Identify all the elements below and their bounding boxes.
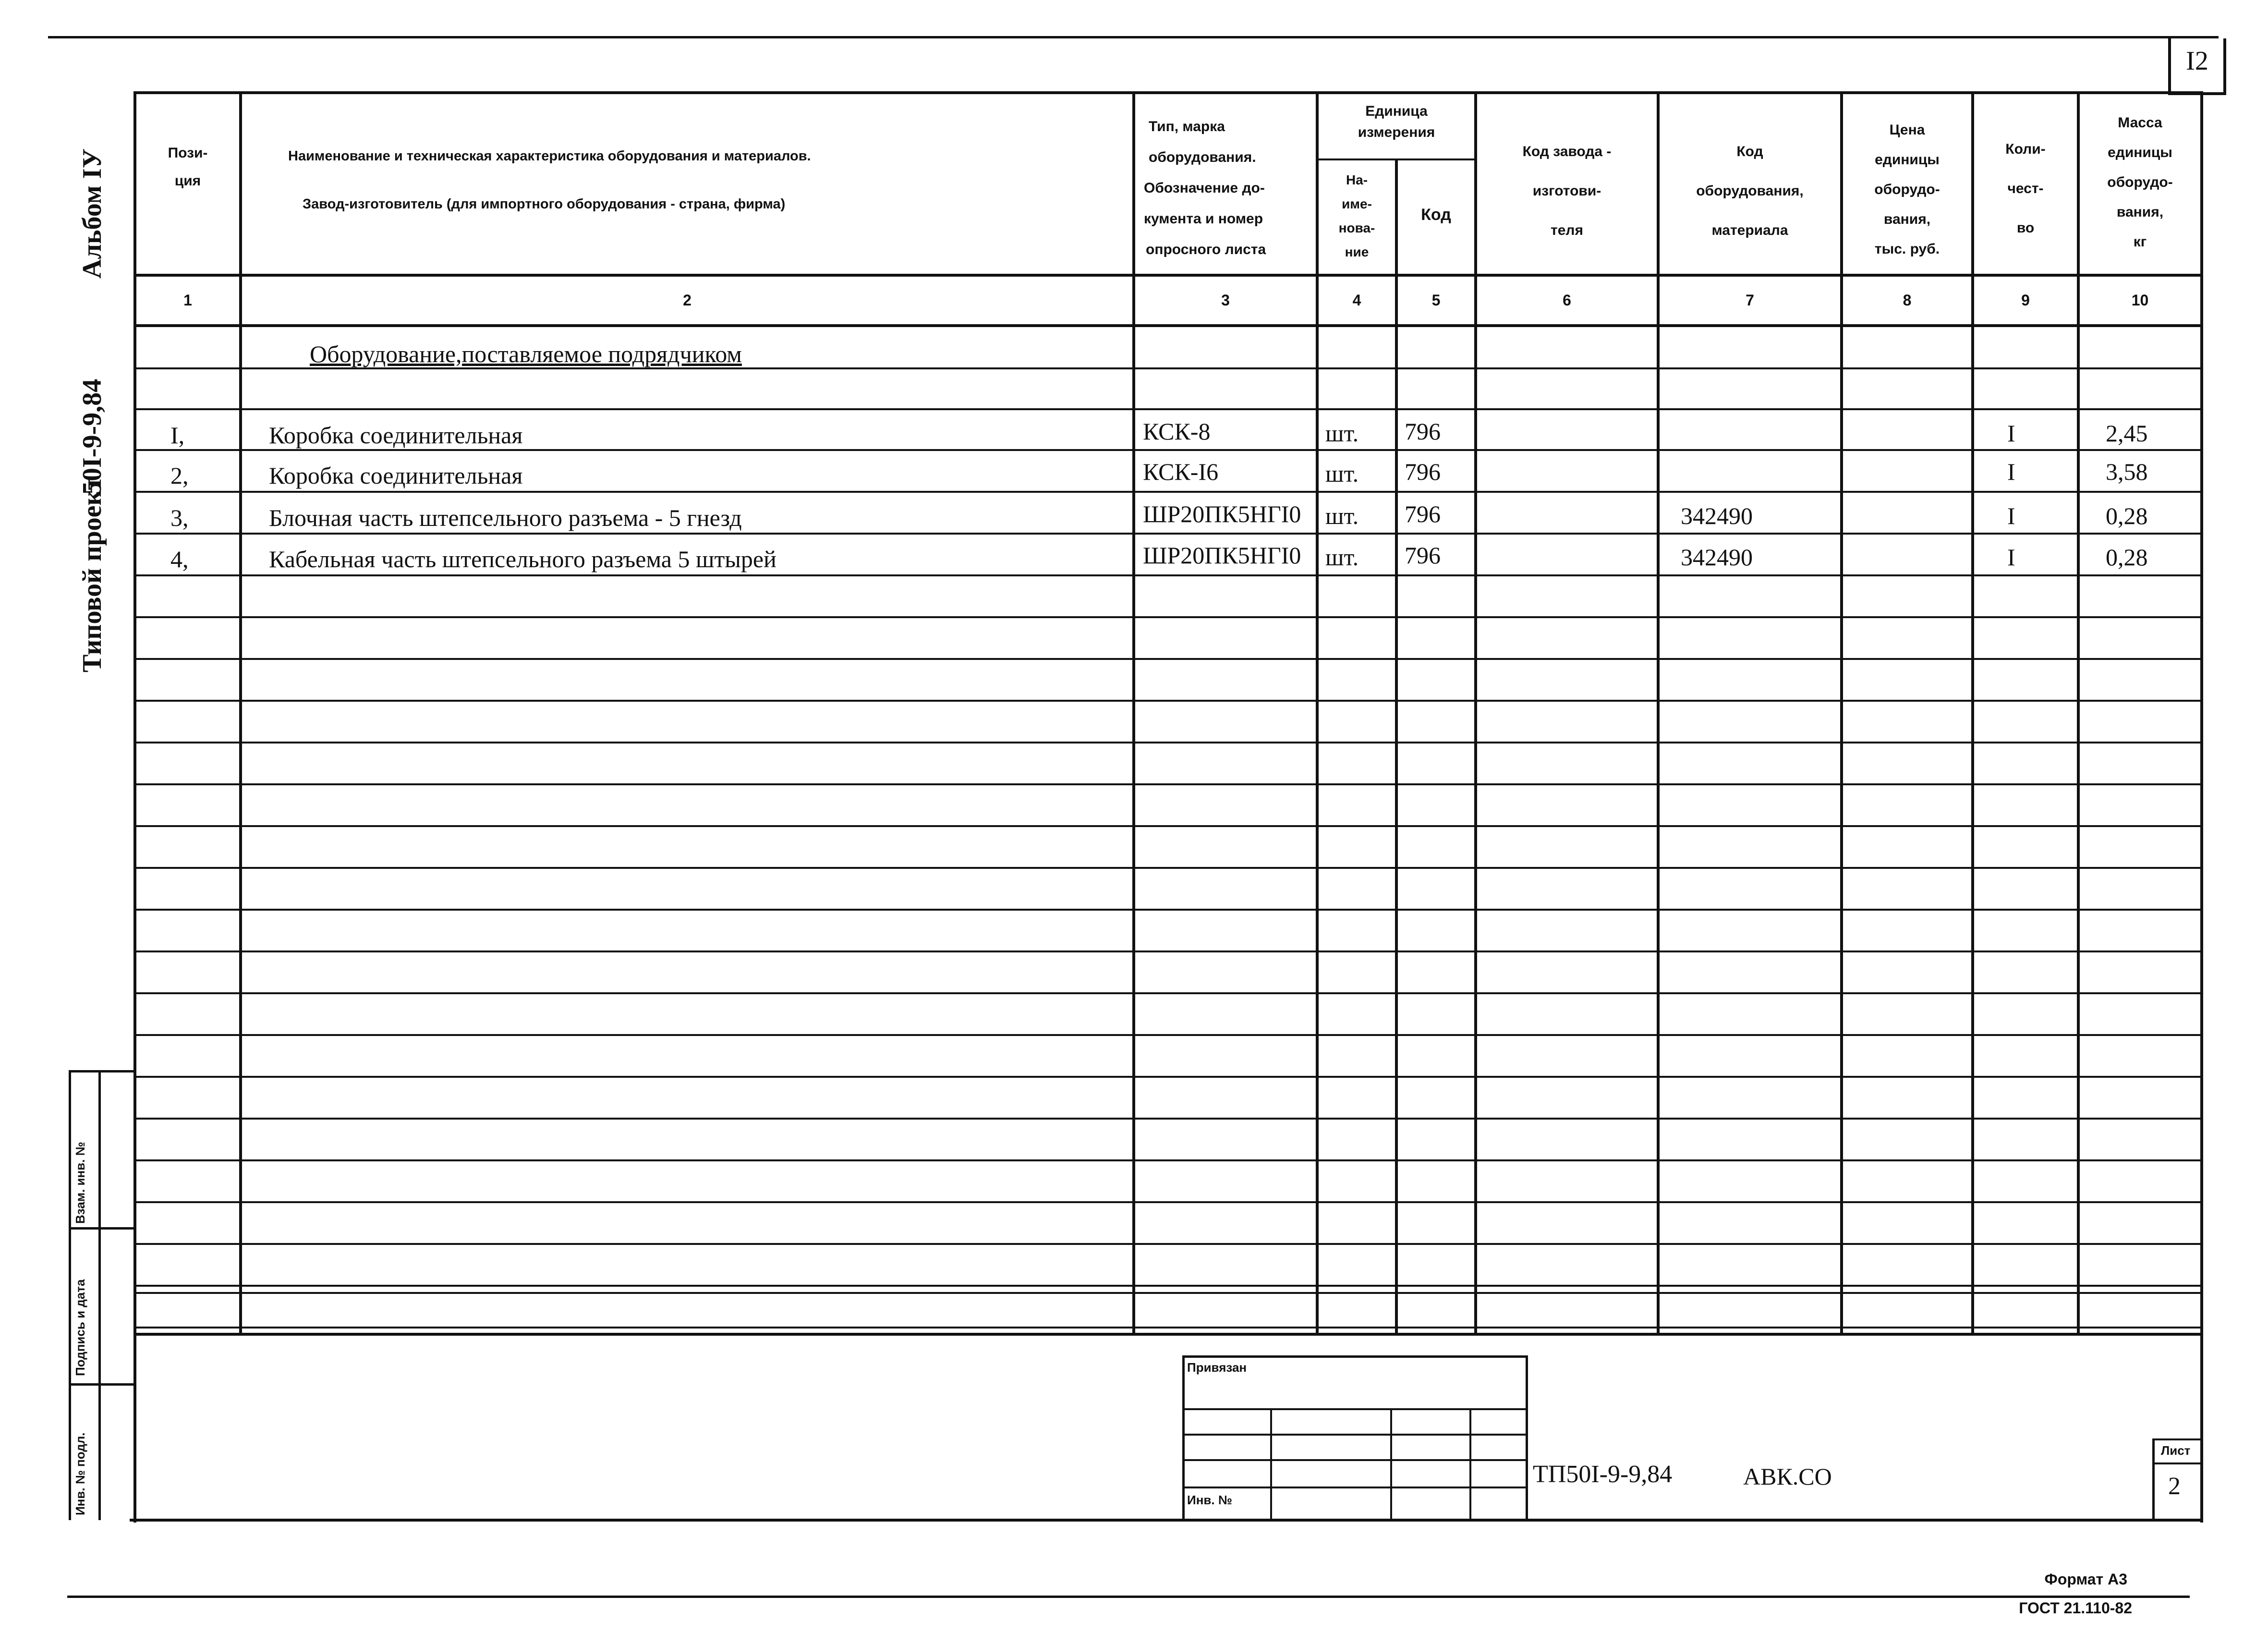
header-col3-line5: опросного листа — [1146, 242, 1266, 257]
header-col10-line1: Масса — [2118, 115, 2162, 131]
side-title-code: 50I-9-9,84 — [77, 378, 107, 495]
header-col7-line3: материала — [1711, 222, 1788, 238]
header-col1 — [136, 139, 239, 195]
header-col3-line4: кумента и номер — [1144, 211, 1263, 227]
format-line2: ГОСТ 21.110-82 — [2019, 1599, 2132, 1617]
bottom-border-line — [67, 1596, 2190, 1598]
row4-name: Кабельная часть штепсельного разъема 5 штырей — [269, 546, 776, 573]
section-title: Оборудование,поставляемое подрядчиком — [310, 341, 742, 367]
table-row-line — [133, 1327, 2203, 1328]
colnum-bottom-line — [133, 324, 2203, 327]
table-row-line — [133, 867, 2203, 869]
header-col2-line2: Завод-изготовитель (для импортного оборудования - страна, фирма) — [303, 196, 786, 212]
stamp-doc-code: ТП50I-9-9,84 — [1533, 1461, 1673, 1488]
row1-unit: шт. — [1325, 420, 1359, 447]
header-col9-line2: чест- — [2007, 181, 2044, 196]
header-col7 — [1660, 132, 1840, 250]
table-row-line — [133, 1118, 2203, 1120]
row1-qty: I — [2007, 420, 2015, 447]
stamp-col-2 — [1390, 1408, 1392, 1520]
row4-qty: I — [2007, 544, 2015, 571]
header-unit-line1: Единица — [1365, 103, 1428, 119]
side-stamp-sign: Подпись и дата — [73, 1279, 87, 1376]
table-frame-bottom — [130, 1519, 2203, 1522]
unit-group-divider — [1316, 158, 1477, 160]
corner-box-right — [2223, 38, 2226, 94]
header-col10-line5: кг — [2133, 234, 2147, 250]
header-col7-line1: Код — [1736, 144, 1763, 159]
row2-pos: 2, — [170, 462, 189, 489]
colnum-5: 5 — [1431, 292, 1441, 309]
side-stamp-inv: Инв. № подл. — [73, 1432, 87, 1515]
header-col6 — [1477, 132, 1657, 250]
header-col3 — [1135, 111, 1316, 265]
side-stamp-top — [69, 1070, 133, 1072]
row2-name: Коробка соединительная — [269, 462, 523, 489]
sheet-label: Лист — [2161, 1443, 2191, 1458]
colnum-7: 7 — [1746, 292, 1754, 309]
side-stamp-mid — [98, 1071, 101, 1520]
colnum-8: 8 — [1903, 292, 1912, 309]
table-row-line — [133, 1034, 2203, 1036]
stamp-inv-no: Инв. № — [1187, 1493, 1232, 1507]
header-col4 — [1319, 168, 1395, 264]
row1-mass: 2,45 — [2106, 420, 2148, 447]
side-title-project: Типовой проект — [77, 476, 107, 672]
row3-equip-code: 342490 — [1681, 502, 1753, 529]
table-row-line — [133, 950, 2203, 952]
row2-code: 796 — [1405, 458, 1441, 485]
header-col1-line1: Пози- — [168, 145, 208, 161]
row4-type: ШР20ПК5НГI0 — [1143, 542, 1301, 569]
row4-equip-code: 342490 — [1681, 544, 1753, 571]
side-stamp-left — [69, 1071, 71, 1520]
sheet-number: 2 — [2168, 1473, 2181, 1500]
header-col3-line2: оборудования. — [1149, 149, 1256, 165]
row3-pos: 3, — [170, 504, 189, 531]
table-right-border — [2200, 91, 2203, 1523]
header-col2 — [250, 132, 1124, 228]
header-col10-line3: оборудо- — [2107, 174, 2173, 190]
row3-type: ШР20ПК5НГI0 — [1143, 500, 1301, 527]
row4-pos: 4, — [170, 546, 189, 573]
header-col4-line4: ние — [1345, 244, 1369, 259]
header-col7-line2: оборудования, — [1696, 183, 1804, 199]
stamp-row-4 — [1182, 1487, 1528, 1488]
table-row-line — [133, 1292, 2203, 1294]
stamp-row-3 — [1182, 1459, 1528, 1461]
side-title-album: Альбом IУ — [77, 148, 107, 279]
header-col9-line1: Коли- — [2005, 141, 2046, 157]
sheet-box-left — [2152, 1438, 2155, 1520]
stamp-privyazan: Привязан — [1187, 1360, 1247, 1375]
header-col9-line3: во — [2016, 220, 2035, 236]
row3-unit: шт. — [1325, 502, 1359, 529]
header-col6-line2: изготови- — [1532, 183, 1601, 199]
table-body-bottom — [133, 1333, 2203, 1336]
header-col4-line1: На- — [1346, 172, 1368, 187]
row4-unit: шт. — [1325, 544, 1359, 571]
stamp-box-right — [1526, 1355, 1528, 1521]
header-col2-line1: Наименование и техническая характеристика оборудования и материалов. — [288, 148, 811, 164]
header-col10 — [2080, 108, 2200, 257]
row1-name: Коробка соединительная — [269, 422, 523, 449]
header-col8-line1: Цена — [1889, 122, 1925, 138]
header-col5: Код — [1421, 206, 1451, 224]
colnum-6: 6 — [1563, 292, 1571, 309]
table-row-line — [133, 616, 2203, 618]
table-row-line — [133, 658, 2203, 660]
header-col1-line2: ция — [174, 173, 201, 189]
header-col8-line2: единицы — [1875, 152, 1940, 168]
table-row-line — [133, 825, 2203, 827]
header-col8-line3: оборудо- — [1874, 182, 1940, 197]
colnum-2: 2 — [683, 292, 691, 309]
table-row-line — [133, 1201, 2203, 1203]
table-row-line — [133, 1285, 2203, 1287]
side-stamp-div1 — [69, 1227, 133, 1230]
row3-name: Блочная часть штепсельного разъема - 5 гнезд — [269, 504, 742, 531]
header-col8 — [1843, 115, 1971, 264]
colnum-10: 10 — [2131, 292, 2149, 309]
header-col3-line3: Обозначение до- — [1144, 180, 1265, 196]
stamp-row-2 — [1182, 1434, 1528, 1436]
side-stamp-vzam: Взам. инв. № — [73, 1142, 87, 1224]
header-col6-line3: теля — [1551, 222, 1583, 238]
header-col10-line2: единицы — [2108, 145, 2172, 160]
row3-qty: I — [2007, 502, 2015, 529]
row2-type: КСК-I6 — [1143, 458, 1219, 485]
header-col4-line2: име- — [1342, 196, 1372, 211]
side-stamp-div2 — [69, 1383, 133, 1386]
row4-mass: 0,28 — [2106, 544, 2148, 571]
row3-mass: 0,28 — [2106, 502, 2148, 529]
stamp-col-1 — [1270, 1408, 1272, 1520]
format-line1: Формат А3 — [2044, 1571, 2127, 1588]
header-col10-line4: вания, — [2116, 204, 2164, 220]
table-row-line — [133, 992, 2203, 994]
top-border-line — [48, 36, 2219, 38]
header-unit-line2: измерения — [1358, 124, 1435, 140]
stamp-doc-suffix: АВК.СО — [1743, 1463, 1832, 1490]
row1-pos: I, — [170, 422, 185, 449]
row3-code: 796 — [1405, 500, 1441, 527]
table-top-border — [133, 91, 2203, 94]
row2-mass: 3,58 — [2106, 458, 2148, 485]
colnum-3: 3 — [1221, 292, 1230, 309]
header-col8-line4: вания, — [1883, 211, 1931, 227]
row4-code: 796 — [1405, 542, 1441, 569]
sheet-corner-number: I2 — [2186, 46, 2208, 76]
row2-qty: I — [2007, 458, 2015, 485]
table-row-line — [133, 1076, 2203, 1078]
table-row-line — [133, 783, 2203, 785]
header-col8-line5: тыс. руб. — [1874, 241, 1940, 257]
stamp-box-left — [1182, 1355, 1185, 1521]
sheet-box-mid — [2152, 1462, 2200, 1464]
stamp-row-1 — [1182, 1408, 1528, 1410]
header-col9 — [1974, 130, 2077, 248]
sheet-box-top — [2152, 1438, 2200, 1440]
colnum-1: 1 — [183, 292, 192, 309]
stamp-box-top — [1182, 1355, 1528, 1358]
stamp-col-3 — [1469, 1408, 1471, 1520]
header-col6-line1: Код завода - — [1522, 144, 1612, 159]
table-row-line — [133, 1159, 2203, 1161]
header-col4-line3: нова- — [1338, 220, 1375, 235]
row1-code: 796 — [1405, 418, 1441, 445]
table-row-line — [133, 742, 2203, 743]
table-row-line — [133, 909, 2203, 911]
table-row-line — [133, 408, 2203, 410]
colnum-9: 9 — [2021, 292, 2030, 309]
colnum-4: 4 — [1352, 292, 1361, 309]
row2-unit: шт. — [1325, 460, 1359, 487]
header-unit-group — [1319, 101, 1474, 143]
header-col3-line1: Тип, марка — [1149, 119, 1225, 134]
table-row-line — [133, 700, 2203, 702]
row1-type: КСК-8 — [1143, 418, 1211, 445]
table-row-line — [133, 1243, 2203, 1245]
